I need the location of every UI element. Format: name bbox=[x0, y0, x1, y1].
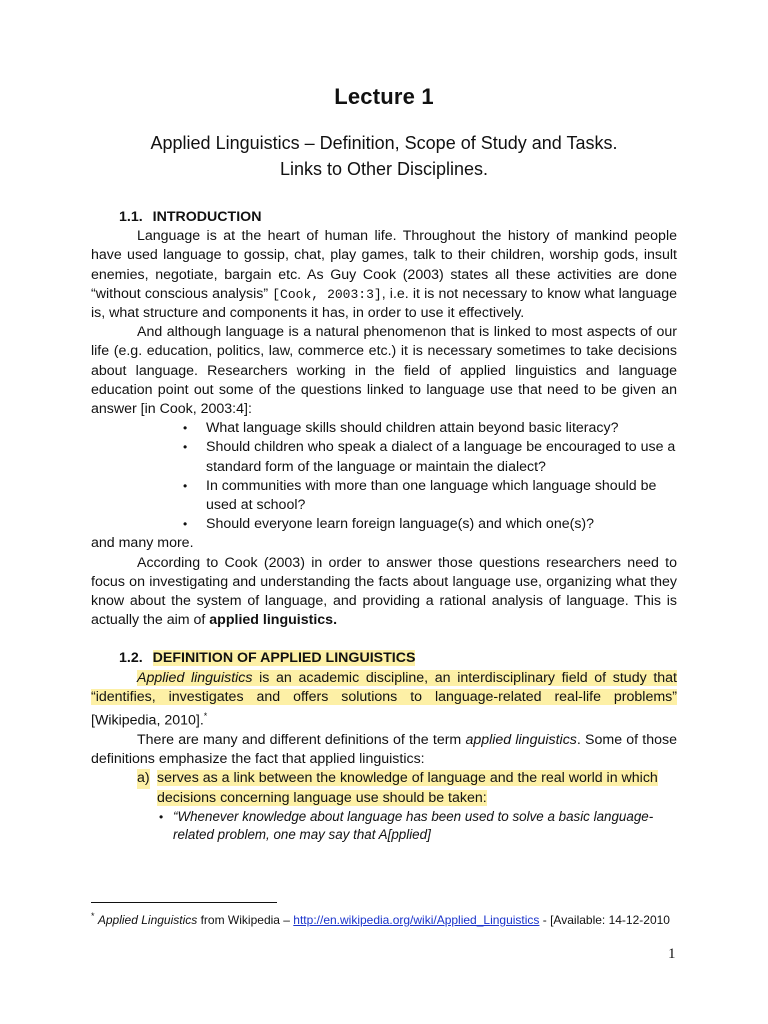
citation: [Cook, 2003:3] bbox=[272, 286, 382, 302]
paragraph-text: There are many and different definitions of the term bbox=[137, 732, 466, 749]
subtitle-line-1: Applied Linguistics – Definition, Scope of Study and Tasks. bbox=[150, 133, 618, 153]
page-title: Lecture 1 bbox=[334, 84, 434, 109]
footnote-divider bbox=[91, 902, 277, 903]
list-item: • “Whenever knowledge about language has been used to solve a basic language-related problem, one may say that A[pplied] bbox=[159, 808, 677, 844]
paragraph-text: . Some of those definitions emphasize the fact that applied linguistics: bbox=[91, 732, 677, 768]
intro-paragraph-2: And although language is a natural phenomenon that is linked to most aspects of our life (e.g. education, politics, law, commerce etc.) it is necessary sometimes to take decisions about language. Researchers working in the field of applied linguistics and language education point out some of the questions linked to language use that need to be given an answer [in Cook, 2003:4]: bbox=[91, 324, 677, 418]
section-title: DEFINITION OF APPLIED LINGUISTICS bbox=[152, 650, 416, 667]
wikipedia-link[interactable]: http://en.wikipedia.org/wiki/Applied_Linguistics bbox=[293, 913, 540, 927]
definition-paragraph-2 bbox=[91, 731, 677, 769]
highlighted-text bbox=[91, 670, 677, 705]
section-title: INTRODUCTION bbox=[152, 209, 262, 225]
subtitle-line-2: Links to Other Disciplines. bbox=[279, 159, 489, 179]
definition-paragraph-1 bbox=[91, 669, 677, 731]
italic-term: Applied linguistics bbox=[137, 669, 253, 686]
section-number: 1.2. bbox=[119, 650, 143, 667]
quote-text: “identifies, investigates and offers solutions to language-related real-life problems” bbox=[91, 688, 677, 705]
footnote-marker[interactable]: * bbox=[203, 711, 208, 722]
quote-text: “without conscious analysis” bbox=[91, 285, 269, 302]
citation: [Wikipedia, 2010]. bbox=[91, 712, 204, 729]
and-many-more: and many more. bbox=[91, 535, 194, 552]
highlighted-text: serves as a link between the knowledge of language and the real world in which decisions concerning language use should be taken: bbox=[157, 770, 658, 806]
paragraph-text: , i.e. it is not necessary to know what language is, what structure and components it has, in order to use it effectively. bbox=[91, 285, 678, 322]
item-label: a) bbox=[137, 769, 150, 788]
page-subtitle bbox=[0, 130, 768, 182]
list-item: • Should children who speak a dialect of a language be encouraged to use a standard form of the language or maintain the dialect? bbox=[183, 438, 677, 476]
footnote-marker: * bbox=[91, 911, 95, 921]
paragraph-text: According to Cook (2003) in order to answer those questions researchers need to focus on investigating and understanding the facts about language use, organizing what they know about the system of language, and providing a rational analysis of language. This is actually the aim of bbox=[91, 554, 677, 629]
body-text bbox=[91, 208, 677, 844]
section-number: 1.1. bbox=[119, 209, 143, 225]
intro-paragraph-1 bbox=[91, 227, 677, 323]
paragraph-text: Language is at the heart of human life. Throughout the history of mankind people have used language to gossip, chat, play games, talk to their children, worship gods, insult enemies, negotiate, bargain etc. As Guy Cook (2003) states all these activities are done bbox=[91, 228, 677, 283]
list-item: • Should everyone learn foreign language(s) and which one(s)? bbox=[183, 515, 677, 534]
page-number: 1 bbox=[668, 946, 676, 962]
list-item-a bbox=[91, 769, 677, 807]
footnote bbox=[91, 908, 681, 928]
quote-list bbox=[91, 808, 677, 844]
bold-term: applied linguistics. bbox=[209, 612, 338, 629]
list-item: • What language skills should children attain beyond basic literacy? bbox=[183, 419, 677, 438]
paragraph-text: is an academic discipline, an interdisciplinary field of study that bbox=[252, 669, 677, 686]
section-heading-introduction bbox=[91, 208, 677, 227]
italic-term: Applied Linguistics bbox=[97, 913, 198, 927]
intro-paragraph-3 bbox=[91, 554, 677, 631]
italic-term: applied linguistics bbox=[465, 732, 577, 749]
list-item: • In communities with more than one language which language should be used at school? bbox=[183, 477, 677, 515]
question-list bbox=[91, 419, 677, 534]
footnote-text: from Wikipedia – bbox=[197, 913, 294, 927]
section-heading-definition bbox=[91, 649, 677, 668]
footnote-text: - [Available: 14-12-2010 bbox=[539, 913, 670, 927]
